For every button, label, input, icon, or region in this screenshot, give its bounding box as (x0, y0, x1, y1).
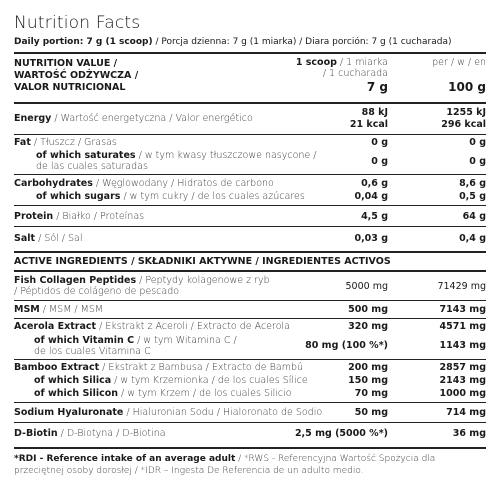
sugars-label-rest: / w tym cukry / de los cuales azúcares (120, 191, 305, 202)
protein-label-rest: / Białko / Proteínas (53, 211, 145, 222)
carbs-label-bold: Carbohydrates (14, 178, 93, 189)
fat-label-rest: / Tłuszcz / Grasas (30, 137, 117, 148)
msm-label (14, 304, 103, 315)
msm-row (14, 301, 486, 318)
msm-per-portion: 500 mg (348, 304, 388, 315)
header-label (14, 58, 138, 94)
fat-per-portion: 0 g (371, 137, 388, 148)
daily-portion-bold: Daily portion: 7 g (1 scoop) (14, 37, 153, 47)
collagen-per-100g: 71429 mg (437, 281, 486, 292)
biotin-name: D-Biotin (14, 428, 58, 439)
header-label-line: VALOR NUTRICIONAL (14, 82, 126, 93)
saturates-row (14, 148, 486, 174)
hyaluronate-per-100g: 714 mg (446, 407, 486, 418)
biotin-label (14, 428, 166, 439)
hyaluronate-row (14, 403, 486, 422)
energy-label-bold: Energy (14, 113, 52, 124)
daily-portion (14, 36, 486, 48)
vitamin-c-row (14, 332, 486, 359)
active-ingredients-header (14, 253, 486, 270)
carbs-per-portion: 0,6 g (361, 178, 388, 189)
hyaluronate-rest: / Hialuronian Sodu / Hialoronato de Sodio (123, 407, 323, 418)
vitamin-c-per-portion: 80 mg (100 %*) (305, 340, 388, 351)
fat-label (14, 137, 117, 148)
sugars-label-bold: of which sugars (36, 191, 121, 202)
energy-per-100g (441, 107, 486, 131)
sugars-label (14, 191, 305, 202)
silica-row (14, 374, 486, 387)
saturates-label-bold: of which saturates (36, 150, 136, 161)
energy-kj: 88 kJ (361, 107, 388, 118)
silica-label (14, 375, 308, 386)
sugars-per-100g: 0,5 g (459, 191, 486, 202)
msm-rest: / MSM / MSM (39, 304, 104, 315)
bamboo-label (14, 362, 303, 373)
energy-per-portion (350, 107, 388, 131)
header-label-line: NUTRITION VALUE / (14, 58, 118, 69)
footnote-rest: / *RWS - Referencyjna Wartość Spożycia dla przeciętnej osoby dorosłej / *IDR – Ingesta De Referencia de un adulto medio. (14, 454, 436, 476)
fat-row (14, 135, 486, 148)
protein-label-bold: Protein (14, 211, 54, 222)
silicon-row (14, 387, 486, 402)
protein-per-portion: 4,5 g (361, 211, 388, 222)
page-title: Nutrition Facts (14, 13, 141, 33)
silica-per-100g: 2143 mg (439, 375, 486, 386)
vitamin-c-line2: de los cuales Vitamina C (34, 346, 151, 357)
hyaluronate-per-portion: 50 mg (354, 407, 388, 418)
footnote-bold: *RDI - Reference intake of an average adult (14, 454, 236, 464)
hyaluronate-label (14, 407, 322, 418)
header-col1 (296, 57, 388, 95)
active-ingredients-title: ACTIVE INGREDIENTS / SKŁADNIKI AKTYWNE / INGREDIENTES ACTIVOS (14, 256, 391, 267)
hyaluronate-name: Sodium Hyaluronate (14, 407, 124, 418)
salt-per-100g: 0,4 g (459, 233, 486, 244)
msm-per-100g: 7143 mg (439, 304, 486, 315)
saturates-label-line2: de las cuales saturadas (36, 161, 148, 172)
collagen-rest: / Peptydy kolagenowe z ryb (136, 275, 270, 286)
salt-label (14, 233, 83, 244)
vitamin-c-name: of which Vitamin C (34, 335, 135, 346)
carbs-per-100g: 8,6 g (459, 178, 486, 189)
silicon-name: of which Silicon (34, 388, 118, 399)
protein-row (14, 206, 486, 226)
energy-label-rest: / Wartość energetyczna / Valor energético (51, 113, 253, 124)
divider (14, 447, 486, 449)
bamboo-per-portion: 200 mg (348, 362, 388, 373)
protein-label (14, 211, 144, 222)
silicon-per-portion: 70 mg (354, 388, 388, 399)
table-header (14, 54, 486, 102)
header-col2-label: per / w / en (432, 57, 486, 68)
sugars-row (14, 189, 486, 205)
header-label-line: WARTOŚĆ ODŻYWCZA / (14, 70, 139, 81)
header-col1-value: 7 g (366, 80, 388, 94)
carbs-label (14, 178, 274, 189)
header-col1-line: / 1 cucharada (322, 68, 388, 79)
saturates-per-portion: 0 g (371, 156, 388, 167)
biotin-per-100g: 36 mg (452, 428, 486, 439)
collagen-line2: / Péptidos de colágeno de pescado (14, 286, 180, 297)
daily-portion-rest: / Porcja dzienna: 7 g (1 miarka) / Diara porción: 7 g (1 cucharada) (152, 37, 452, 47)
bamboo-name: Bamboo Extract (14, 362, 100, 373)
vitamin-c-rest: / w tym Witamina C / (134, 335, 237, 346)
silica-name: of which Silica (34, 375, 112, 386)
silicon-label (14, 388, 292, 399)
biotin-rest: / D-Biotyna / D-Biotina (57, 428, 166, 439)
acerola-row (14, 319, 486, 332)
header-col1-line: / 1 miarka (336, 57, 388, 68)
header-col1-line: 1 scoop (295, 57, 337, 68)
collagen-label (14, 275, 270, 297)
msm-name: MSM (14, 304, 40, 315)
silica-rest: / w tym Krzemionka / de los cuales Sílice (111, 375, 308, 386)
salt-label-rest: / Sól / Sal (35, 233, 83, 244)
energy-label (14, 113, 253, 124)
silicon-per-100g: 1000 mg (439, 388, 486, 399)
saturates-per-100g: 0 g (469, 156, 486, 167)
silicon-rest: / w tym Krzem / de los cuales Silicio (118, 388, 292, 399)
salt-label-bold: Salt (14, 233, 36, 244)
energy-row (14, 104, 486, 134)
acerola-label (14, 321, 290, 332)
energy-kcal: 296 kcal (441, 119, 486, 130)
fat-per-100g: 0 g (469, 137, 486, 148)
acerola-per-100g: 4571 mg (439, 321, 486, 332)
carbs-label-rest: / Węglowodany / Hidratos de carbono (92, 178, 274, 189)
collagen-per-portion: 5000 mg (345, 281, 388, 292)
footnote (14, 453, 486, 477)
bamboo-per-100g: 2857 mg (439, 362, 486, 373)
nutrition-facts-panel (14, 0, 486, 477)
collagen-name: Fish Collagen Peptides (14, 275, 137, 286)
energy-kj: 1255 kJ (446, 107, 486, 118)
fat-label-bold: Fat (14, 137, 31, 148)
salt-row (14, 227, 486, 249)
silica-per-portion: 150 mg (348, 375, 388, 386)
header-col2 (432, 57, 486, 95)
collagen-row (14, 272, 486, 300)
sugars-per-portion: 0,04 g (354, 191, 388, 202)
vitamin-c-label (14, 335, 237, 357)
energy-kcal: 21 kcal (349, 119, 388, 130)
saturates-label (14, 150, 317, 172)
salt-per-portion: 0,03 g (354, 233, 388, 244)
acerola-per-portion: 320 mg (348, 321, 388, 332)
saturates-label-rest: / w tym kwasy tłuszczowe nasycone / (135, 150, 317, 161)
biotin-per-portion: 2,5 mg (5000 %*) (294, 428, 388, 439)
bamboo-rest: / Ekstrakt z Bambusa / Extracto de Bambú (99, 362, 303, 373)
acerola-rest: / Ekstrakt z Aceroli / Extracto de Acerola (96, 321, 290, 332)
header-col2-value: 100 g (448, 80, 486, 94)
bamboo-row (14, 360, 486, 374)
biotin-row (14, 423, 486, 443)
acerola-name: Acerola Extract (14, 321, 97, 332)
carbs-row (14, 175, 486, 189)
vitamin-c-per-100g: 1143 mg (439, 340, 486, 351)
protein-per-100g: 64 g (462, 211, 486, 222)
